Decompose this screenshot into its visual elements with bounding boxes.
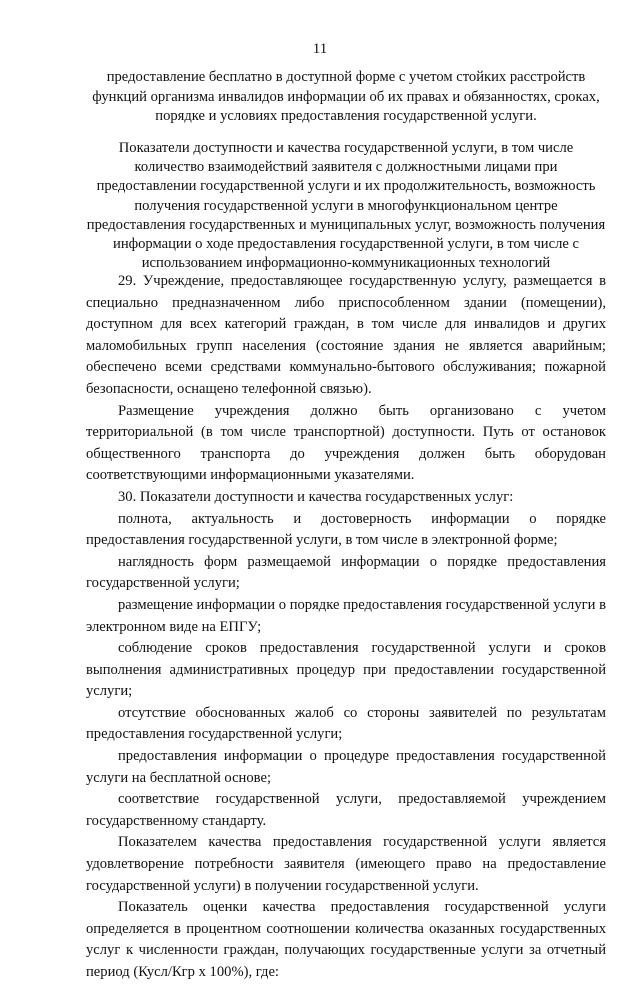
intro-paragraph: предоставление бесплатно в доступной форме с учетом стойких расстройств функций организма инвалидов информации об их правах и обязанностях, сроках, порядке и условиях предоставления государственной услуги. [92, 69, 600, 124]
indicator-item: предоставления информации о процедуре предоставления государственной услуги на бесплатной основе; [86, 748, 606, 786]
indicator-item: соответствие государственной услуги, предоставляемой учреждением государственному стандарту. [86, 791, 606, 829]
body-text [86, 271, 606, 984]
indicator-item: наглядность форм размещаемой информации о порядке предоставления государственной услуги; [86, 553, 606, 592]
quality-indicator-paragraph: Показателем качества предоставления государственной услуги является удовлетворение потребности заявителя (имеющего право на предоставление государственной услуги) в получении государственной услуги. [86, 834, 606, 894]
indicator-item: размещение информации о порядке предоставления государственной услуги в электронном виде на ЕПГУ; [86, 596, 606, 635]
quality-assessment-paragraph: Показатель оценки качества предоставления государственной услуги определяется в процентном соотношении количества оказанных государственных услуг к численности граждан, получающих государственные услуги за отчетный период (Кусл/Кгр х 100%), где: [86, 899, 606, 980]
page-number: 11 [312, 41, 328, 57]
indicator-item: отсутствие обоснованных жалоб со стороны заявителей по результатам предоставления государственной услуги; [86, 704, 606, 743]
section-heading: Показатели доступности и качества государственной услуги, в том числе количество взаимодействий заявителя с должностными лицами при предоставлении государственной услуги и их продолжительность, возможность получения государственной услуги в многофункциональном центре предоставления государственных и муниципальных услуг, возможность получения информации о ходе предоставления государственной услуги, в том числе с использованием информационно-коммуникационных технологий [86, 140, 606, 272]
paragraph-29: 29. Учреждение, предоставляющее государственную услугу, размещается в специально предназначенном либо приспособленном здании (помещении), доступном для всех категорий граждан, в том числе для инвалидов и других маломобильных групп населения (состояние здания не является аварийным; обеспечено всеми средствами коммунально-бытового обслуживания; пожарной безопасности, оснащено телефонной связью). [86, 273, 606, 397]
indicator-item: соблюдение сроков предоставления государственной услуги и сроков выполнения административных процедур при предоставлении государственной услуги; [86, 640, 606, 700]
paragraph-30: 30. Показатели доступности и качества государственных услуг: [118, 488, 514, 505]
paragraph-placement: Размещение учреждения должно быть организовано с учетом территориальной (в том числе транспортной) доступности. Путь от остановок общественного транспорта до учреждения должен быть оборудован соответствующими информационными указателями. [86, 402, 606, 484]
indicator-item: полнота, актуальность и достоверность информации о порядке предоставления государственной услуги, в том числе в электронной форме; [86, 510, 606, 549]
